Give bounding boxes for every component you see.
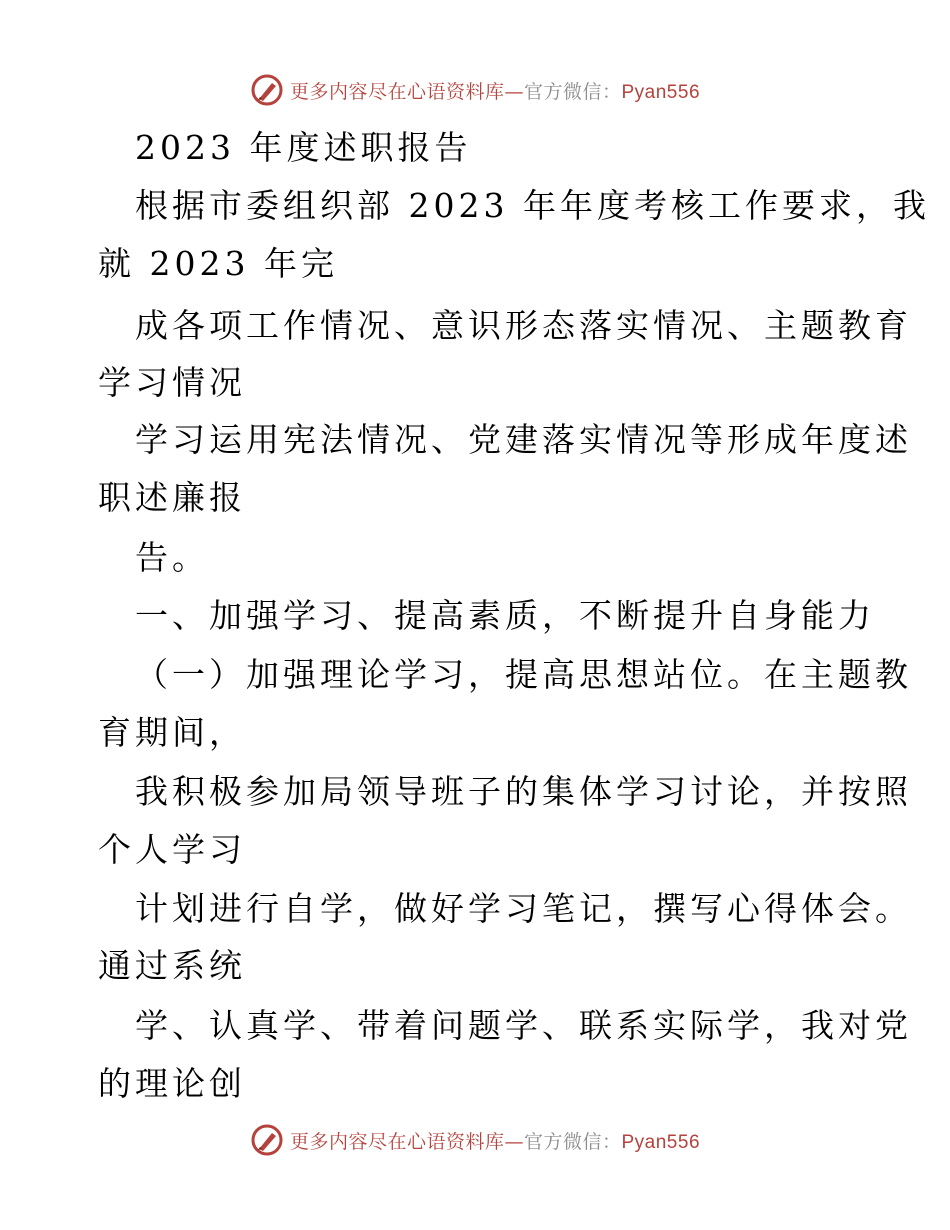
text-line: 学、认真学、带着问题学、联系实际学，我对党 [135,1006,912,1045]
pen-logo-icon [250,1123,284,1157]
banner-main-text: 更多内容尽在心语资料库 [289,1130,505,1153]
document-title: 2023 年度述职报告 [135,128,472,167]
header-banner [0,70,950,110]
text-line: 职述廉报 [98,478,246,517]
text-line: 成各项工作情况、意识形态落实情况、主题教育 [135,306,912,345]
text-line: 根据市委组织部 2023 年年度考核工作要求，我 [135,186,930,225]
banner-account: Pyan556 [621,81,701,103]
text-line: 我积极参加局领导班子的集体学习讨论，并按照 [135,772,912,811]
text-line: 育期间， [98,713,246,752]
banner-main-text: 更多内容尽在心语资料库 [289,80,505,103]
text-line: 的理论创 [98,1064,246,1103]
text-line: 计划进行自学，做好学习笔记，撰写心得体会。 [135,889,912,928]
banner-text [290,1127,700,1154]
text-line: 学习情况 [98,363,246,402]
text-line: 通过系统 [98,946,246,985]
banner-account: Pyan556 [621,1131,701,1153]
banner-separator: — [504,80,524,103]
subsection-heading: （一）加强理论学习，提高思想站位。在主题教 [135,655,912,694]
text-line: 告。 [135,538,209,577]
section-heading: 一、加强学习、提高素质，不断提升自身能力 [135,596,875,635]
banner-official-label: 官方微信： [523,80,622,103]
text-line: 学习运用宪法情况、党建落实情况等形成年度述 [135,420,912,459]
banner-separator: — [504,1130,524,1153]
text-line: 就 2023 年完 [98,244,338,283]
footer-banner [0,1120,950,1160]
banner-official-label: 官方微信： [523,1130,622,1153]
text-line: 个人学习 [98,830,246,869]
banner-text [290,77,700,104]
pen-logo-icon [250,73,284,107]
